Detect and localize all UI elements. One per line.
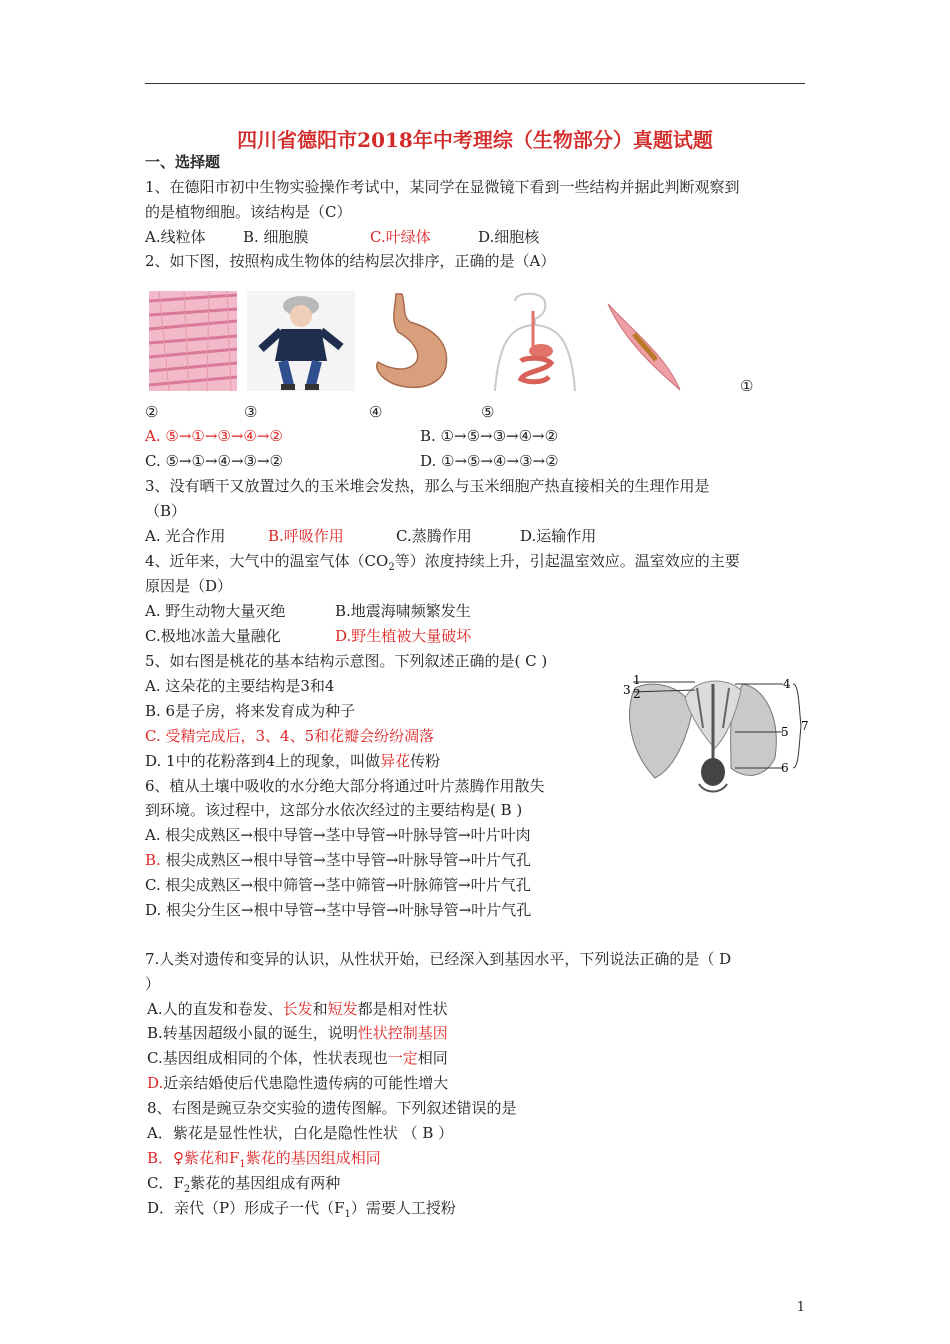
q4-option-a: A. 野生动物大量灭绝 <box>145 602 286 620</box>
peach-flower-diagram <box>615 668 810 796</box>
q2-option-d: D. ①→⑤→④→③→② <box>420 452 559 470</box>
q8-option-b: B．♀紫花和$F_1$紫花的基因组成相同 <box>147 1149 381 1170</box>
flower-label-2: 2 <box>633 687 641 701</box>
flower-label-1: 1 <box>633 673 641 687</box>
q8-stem: 8、右图是豌豆杂交实验的遗传图解。下列叙述错误的是 <box>147 1099 517 1117</box>
q2-label-2: ② <box>145 403 159 421</box>
page-number: 1 <box>796 1300 805 1315</box>
section-heading: 一、选择题 <box>145 153 221 171</box>
q4-stem-line1: 4、近年来，大气中的温室气体（$CO_2$等）浓度持续上升，引起温室效应。温室效应的主要 <box>145 552 740 573</box>
q3-stem-line1: 3、没有晒干又放置过久的玉米堆会发热，那么与玉米细胞产热直接相关的生理作用是 <box>145 477 710 495</box>
q3-stem-line2: （B） <box>145 502 187 520</box>
q1-stem-line1: 1、在德阳市初中生物实验操作考试中，某同学在显微镜下看到一些结构并据此判断观察到 <box>145 178 740 196</box>
q2-option-c: C. ⑤→①→④→③→② <box>145 452 283 470</box>
q3-option-d: D.运输作用 <box>520 527 597 545</box>
q4-option-b: B.地震海啸频繁发生 <box>335 602 471 620</box>
q6-option-d: D. 根尖分生区→根中导管→茎中导管→叶脉导管→叶片气孔 <box>145 901 532 919</box>
q8-option-c: C．$F_2$紫花的基因组成有两种 <box>147 1174 341 1195</box>
child-photo-image <box>247 291 355 391</box>
digestive-system-image <box>485 291 585 391</box>
q7-option-d: D.近亲结婚使后代患隐性遗传病的可能性增大 <box>147 1074 449 1092</box>
q1-option-b: B. 细胞膜 <box>243 228 309 246</box>
q4-stem-line2: 原因是（D） <box>145 577 233 595</box>
q1-option-d: D.细胞核 <box>478 228 540 246</box>
q8-option-d: D．亲代（P）形成子一代$(F_1)$需要人工授粉 <box>147 1199 456 1220</box>
q2-label-3: ③ <box>244 403 258 421</box>
q6-option-a: A. 根尖成熟区→根中导管→茎中导管→叶脉导管→叶片叶肉 <box>145 826 531 844</box>
q2-label-4: ④ <box>369 403 383 421</box>
q2-option-b: B. ①→⑤→③→④→② <box>420 427 559 445</box>
q5-option-c: C. 受精完成后，3、4、5和花瓣会纷纷凋落 <box>145 727 435 745</box>
flower-label-5: 5 <box>781 725 789 739</box>
flower-label-3: 3 <box>623 683 631 697</box>
q3-option-c: C.蒸腾作用 <box>396 527 472 545</box>
page-title: 四川省德阳市2018年中考理综（生物部分）真题试题 <box>237 128 713 152</box>
q7-stem-line2: ） <box>145 975 161 993</box>
q5-option-d: D. 1中的花粉落到4上的现象，叫做异花传粉 <box>145 752 441 770</box>
q1-option-c: C.叶绿体 <box>370 228 431 246</box>
q2-stem: 2、如下图，按照构成生物体的结构层次排序，正确的是（A） <box>145 252 556 270</box>
q7-option-b: B.转基因超级小鼠的诞生，说明性状控制基因 <box>147 1024 448 1042</box>
q6-stem-line2: 到环境。该过程中，这部分水依次经过的主要结构是( B ) <box>145 801 523 819</box>
q3-option-b: B.呼吸作用 <box>268 527 344 545</box>
q6-stem-line1: 6、植从土壤中吸收的水分绝大部分将通过叶片蒸腾作用散失 <box>145 777 545 795</box>
q7-option-c: C.基因组成相同的个体，性状表现也一定相同 <box>147 1049 448 1067</box>
top-rule <box>145 83 805 84</box>
muscle-tissue-image <box>149 291 237 391</box>
q5-option-b: B. 6是子房，将来发育成为种子 <box>145 702 356 720</box>
q3-option-a: A. 光合作用 <box>145 527 226 545</box>
q2-label-5: ⑤ <box>481 403 495 421</box>
q1-option-a: A.线粒体 <box>145 228 206 246</box>
flower-label-7: 7 <box>801 719 809 733</box>
stomach-image <box>372 292 454 392</box>
q7-option-a: A.人的直发和卷发、长发和短发都是相对性状 <box>147 1000 448 1018</box>
q1-stem-line2: 的是植物细胞。该结构是（C） <box>145 203 352 221</box>
q5-option-a: A. 这朵花的主要结构是3和4 <box>145 677 335 695</box>
flower-label-4: 4 <box>783 677 791 691</box>
q2-option-a: A. ⑤→①→③→④→② <box>145 427 283 445</box>
flower-label-6: 6 <box>781 761 789 775</box>
q4-option-c: C.极地冰盖大量融化 <box>145 627 281 645</box>
q6-option-b: B. 根尖成熟区→根中导管→茎中导管→叶脉导管→叶片气孔 <box>145 851 531 869</box>
q7-stem-line1: 7.人类对遗传和变异的认识，从性状开始，已经深入到基因水平，下列说法正确的是（ D <box>145 950 732 968</box>
q4-option-d: D.野生植被大量破坏 <box>335 627 472 645</box>
q5-stem: 5、如右图是桃花的基本结构示意图。下列叙述正确的是( C ) <box>145 652 548 670</box>
q6-option-c: C. 根尖成熟区→根中筛管→茎中筛管→叶脉筛管→叶片气孔 <box>145 876 531 894</box>
muscle-organ-image <box>602 300 684 394</box>
q2-label-1: ① <box>740 377 754 395</box>
q8-option-a: A．紫花是显性性状，白化是隐性性状 （ B ） <box>147 1124 454 1142</box>
